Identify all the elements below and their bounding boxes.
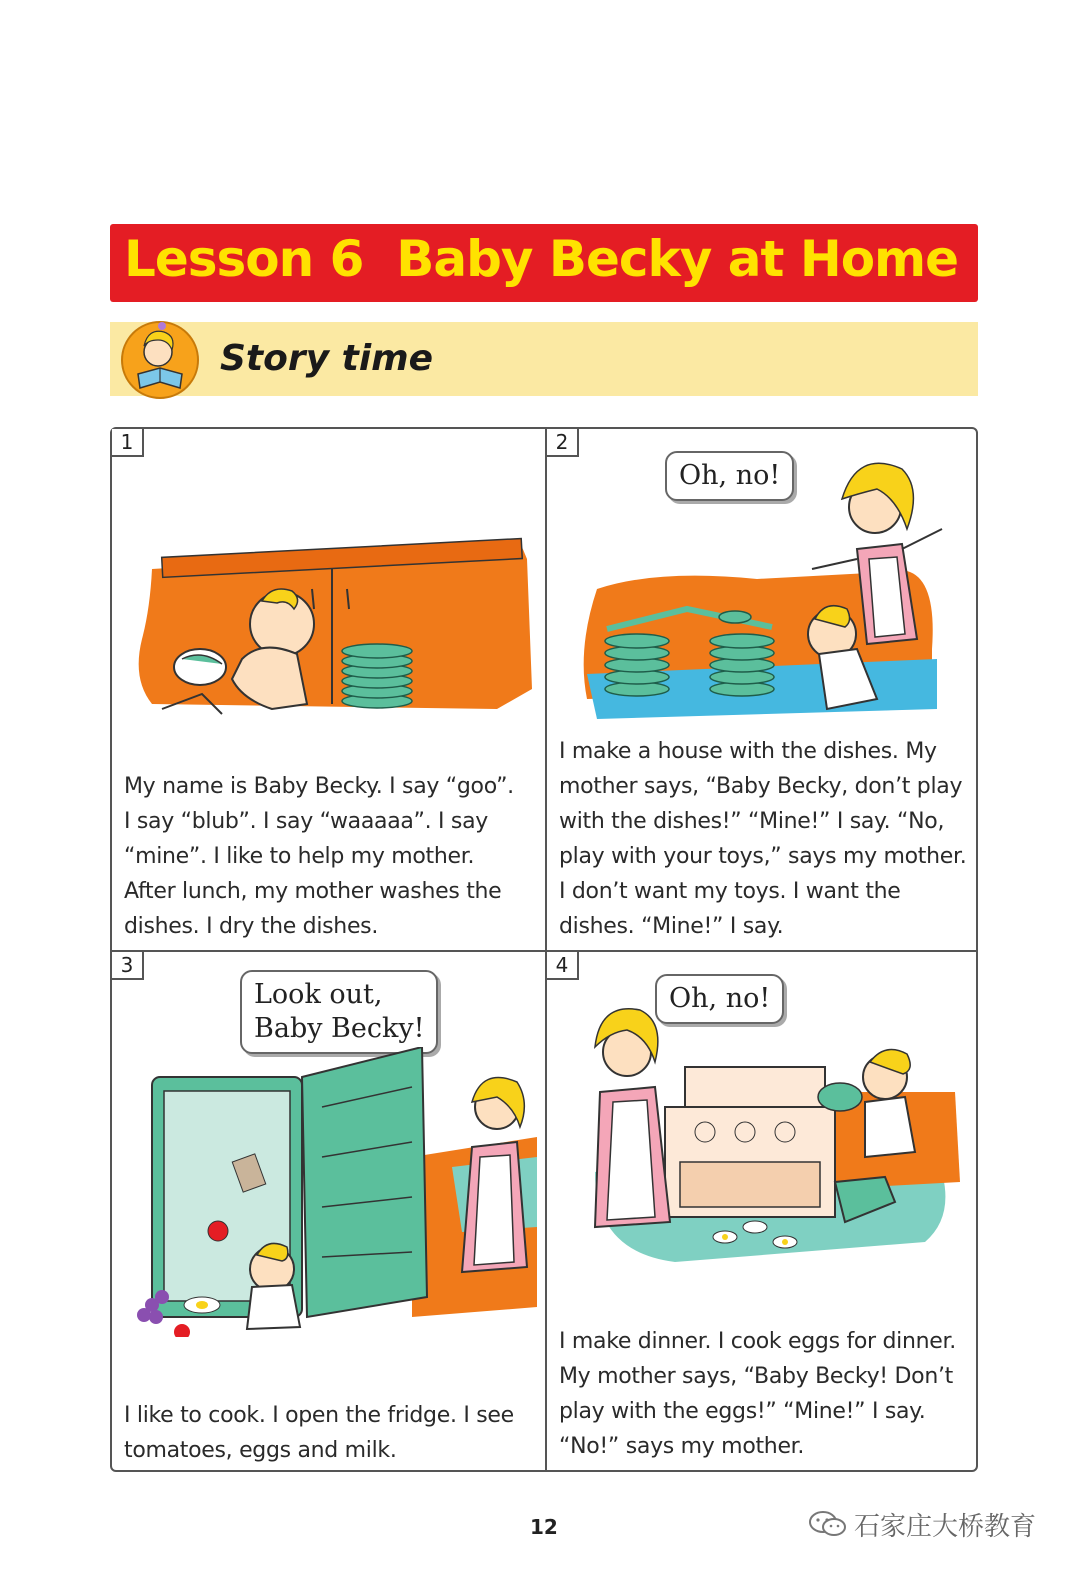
story-panel-1	[112, 429, 545, 950]
page-number: 12	[530, 1515, 558, 1539]
panel-story-text: I make dinner. I cook eggs for dinner. My mother says, “Baby Becky! Don’t play with the eggs!” “Mine!” I say. “No!” says my mother.	[559, 1329, 956, 1459]
speech-bubble: Oh, no!	[665, 451, 794, 501]
panel-number: 1	[112, 429, 144, 457]
panel-number: 2	[547, 429, 579, 457]
story-time-bar	[110, 322, 978, 396]
panel-number: 4	[547, 952, 579, 980]
panel-story-text: My name is Baby Becky. I say “goo”. I say “blub”. I say “waaaaa”. I say “mine”. I like to help my mother. After lunch, my mother washes the dishes. I dry the dishes.	[124, 774, 514, 939]
section-label: Story time	[220, 338, 434, 379]
baby-building-dish-house-illustration	[557, 449, 967, 739]
lesson-title-bar	[110, 224, 978, 302]
speech-bubble	[240, 970, 438, 1054]
story-panel-2	[547, 429, 980, 950]
panel-number: 3	[112, 952, 144, 980]
watermark	[808, 1504, 1036, 1544]
panel-story-text: I like to cook. I open the fridge. I see tomatoes, eggs and milk.	[124, 1403, 514, 1463]
watermark-text: 石家庄大桥教育	[854, 1511, 1037, 1542]
speech-bubble-line: Look out,	[254, 979, 383, 1010]
story-panel-4	[547, 952, 980, 1472]
speech-bubble: Oh, no!	[655, 974, 784, 1024]
baby-drying-dishes-illustration	[122, 529, 532, 739]
panel-story-text: I make a house with the dishes. My mother says, “Baby Becky, don’t play with the dishes!” “Mine!” I say. “No, play with your toys,” says my mother. I don’t want my toys. I want the dishes. “Mine!” I say.	[559, 739, 967, 939]
lesson-title: Lesson 6 Baby Becky at Home	[124, 230, 959, 288]
speech-bubble-line: Baby Becky!	[254, 1013, 425, 1044]
reading-girl-icon	[118, 316, 202, 400]
story-panel-3	[112, 952, 545, 1472]
story-comic-grid	[110, 427, 978, 1472]
baby-cooking-eggs-illustration	[555, 992, 970, 1312]
wechat-icon	[808, 1509, 848, 1539]
baby-opening-fridge-illustration	[122, 1047, 537, 1337]
